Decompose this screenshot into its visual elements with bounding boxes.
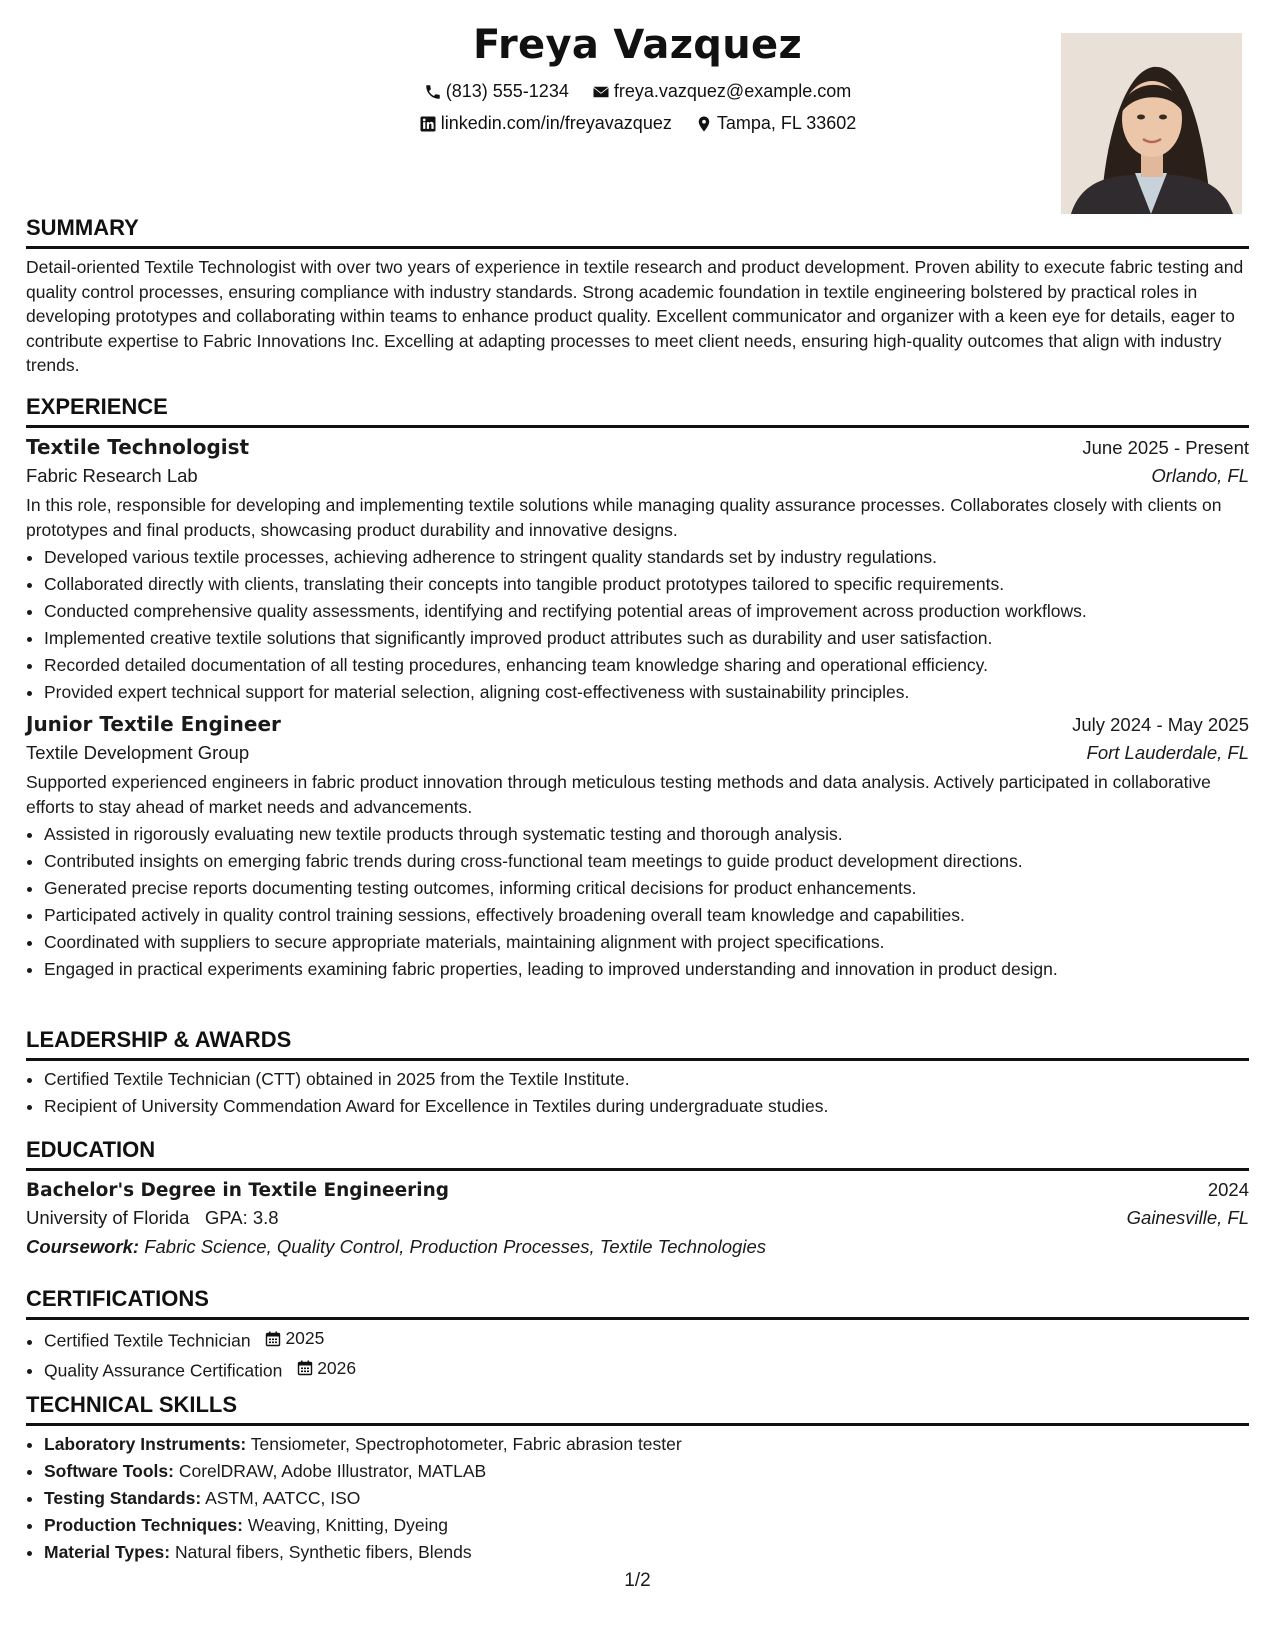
list-item: • Implemented creative textile solutions that significantly improved product attributes such as durability and user satisfaction.	[44, 625, 1249, 652]
profile-photo	[1061, 33, 1242, 214]
job-organization: Textile Development Group	[26, 742, 250, 763]
job-dates: June 2025 - Present	[1082, 437, 1249, 458]
list-item: • Developed various textile processes, achieving adherence to stringent quality standards set by industry regulations.	[44, 544, 1249, 571]
certifications-section	[26, 1285, 1249, 1384]
job-entry	[26, 712, 1249, 983]
skill-value: ASTM, AATCC, ISO	[205, 1488, 361, 1508]
leadership-list	[26, 1066, 1249, 1120]
experience-section	[26, 393, 1249, 983]
job-entry	[26, 435, 1249, 706]
linkedin-text: linkedin.com/in/freyavazquez	[440, 113, 672, 133]
skill-label: Testing Standards:	[44, 1488, 202, 1508]
list-item	[44, 1512, 1249, 1539]
email-text: freya.vazquez@example.com	[613, 81, 852, 101]
leadership-section	[26, 1026, 1249, 1120]
cert-year: 2026	[317, 1357, 357, 1378]
list-item	[44, 1458, 1249, 1485]
gpa: GPA: 3.8	[204, 1207, 279, 1228]
envelope-icon	[592, 83, 610, 101]
list-item: • Recorded detailed documentation of all testing procedures, enhancing team knowledge sharing and operational efficiency.	[44, 652, 1249, 679]
cert-name: Certified Textile Technician	[44, 1330, 251, 1351]
list-item	[44, 1539, 1249, 1566]
experience-heading: EXPERIENCE	[26, 393, 1249, 428]
skills-heading: TECHNICAL SKILLS	[26, 1391, 1249, 1426]
cert-year: 2025	[285, 1328, 325, 1348]
cert-name: Quality Assurance Certification	[44, 1360, 283, 1380]
education-section	[26, 1136, 1249, 1258]
skill-value: CorelDRAW, Adobe Illustrator, MATLAB	[178, 1461, 487, 1481]
job-bullets	[26, 544, 1249, 706]
list-item: • Participated actively in quality control training sessions, effectively broadening overall team knowledge and capabilities.	[44, 902, 1249, 929]
list-item	[44, 1431, 1249, 1458]
school-location: Gainesville, FL	[1126, 1207, 1249, 1228]
leadership-heading: LEADERSHIP & AWARDS	[26, 1026, 1249, 1061]
skill-label: Laboratory Instruments:	[44, 1434, 247, 1454]
job-bullets	[26, 821, 1249, 983]
job-location: Orlando, FL	[1151, 465, 1249, 486]
cert-date	[297, 1355, 356, 1382]
skill-value: Natural fibers, Synthetic fibers, Blends	[174, 1542, 472, 1562]
skill-label: Software Tools:	[44, 1461, 174, 1481]
contact-location	[695, 113, 856, 134]
list-item: • Coordinated with suppliers to secure appropriate materials, maintaining alignment with project specifications.	[44, 929, 1249, 956]
phone-text: (813) 555-1234	[445, 81, 569, 101]
job-location: Fort Lauderdale, FL	[1086, 742, 1249, 763]
calendar-icon	[297, 1360, 313, 1376]
summary-text: Detail-oriented Textile Technologist with over two years of experience in textile research and product development. Proven ability to execute fabric testing and quality control processes, ensuring compliance with industry standards. Strong academic foundation in textile engineering bolstered by practical roles in developing prototypes and collaborating within teams to enhance product quality. Excellent communicator and organizer with a keen eye for details, eager to contribute expertise to Fabric Innovations Inc. Excelling at adapting processes to meet client needs, ensuring high-quality outcomes that align with industry trends.	[26, 257, 1244, 375]
list-item: • Provided expert technical support for material selection, aligning cost-effectiveness with sustainability principles.	[44, 679, 1249, 706]
contact-email[interactable]	[592, 81, 851, 102]
map-pin-icon	[695, 115, 713, 133]
school-name: University of Florida	[26, 1207, 190, 1228]
page-number: 1/2	[624, 1570, 651, 1591]
summary-section	[26, 214, 1249, 378]
job-description: In this role, responsible for developing and implementing textile solutions while managing quality assurance processes. Collaborates closely with clients on prototypes and final products, showcasing product durability and innovative designs.	[26, 495, 1222, 540]
contact-phone	[424, 81, 569, 102]
job-title: Textile Technologist	[26, 435, 250, 459]
linkedin-icon	[419, 115, 437, 133]
phone-icon	[424, 83, 442, 101]
contact-linkedin[interactable]	[419, 113, 672, 134]
school-info	[26, 1207, 279, 1229]
coursework	[26, 1236, 1249, 1258]
coursework-list: Fabric Science, Quality Control, Production Processes, Textile Technologies	[144, 1236, 766, 1257]
list-item: • Recipient of University Commendation Award for Excellence in Textiles during undergraduate studies.	[44, 1093, 1249, 1120]
list-item: • Conducted comprehensive quality assessments, identifying and rectifying potential areas of improvement across production workflows.	[44, 598, 1249, 625]
graduation-year: 2024	[1207, 1179, 1249, 1200]
list-item: • Certified Textile Technician (CTT) obtained in 2025 from the Textile Institute.	[44, 1066, 1249, 1093]
candidate-name: Freya Vazquez	[472, 22, 803, 68]
degree-title: Bachelor's Degree in Textile Engineering	[26, 1180, 450, 1201]
list-item: • Generated precise reports documenting testing outcomes, informing critical decisions for product enhancements.	[44, 875, 1249, 902]
skills-list	[26, 1431, 1249, 1566]
coursework-label: Coursework:	[26, 1236, 140, 1257]
list-item: • Engaged in practical experiments examining fabric properties, leading to improved understanding and innovation in product design.	[44, 956, 1249, 983]
job-organization: Fabric Research Lab	[26, 465, 198, 486]
list-item	[44, 1325, 1249, 1355]
location-text: Tampa, FL 33602	[716, 113, 857, 133]
job-description: Supported experienced engineers in fabric product innovation through meticulous testing methods and data analysis. Actively participated in collaborative efforts to stay ahead of market needs and advancements.	[26, 772, 1211, 817]
resume-page	[26, 0, 1249, 1650]
calendar-icon	[265, 1331, 281, 1347]
skill-label: Production Techniques:	[44, 1515, 243, 1535]
certifications-heading: CERTIFICATIONS	[26, 1285, 1249, 1320]
list-item: • Assisted in rigorously evaluating new textile products through systematic testing and thorough analysis.	[44, 821, 1249, 848]
certifications-list	[26, 1325, 1249, 1384]
cert-date	[265, 1325, 324, 1352]
skills-section	[26, 1391, 1249, 1566]
list-item: • Collaborated directly with clients, translating their concepts into tangible product prototypes tailored to specific requirements.	[44, 571, 1249, 598]
list-item	[44, 1485, 1249, 1512]
skill-label: Material Types:	[44, 1542, 171, 1562]
summary-heading: SUMMARY	[26, 214, 1249, 249]
list-item	[44, 1355, 1249, 1385]
list-item: • Contributed insights on emerging fabric trends during cross-functional team meetings to guide product development directions.	[44, 848, 1249, 875]
education-heading: EDUCATION	[26, 1136, 1249, 1171]
skill-value: Tensiometer, Spectrophotometer, Fabric abrasion tester	[250, 1434, 682, 1454]
job-dates: July 2024 - May 2025	[1072, 714, 1249, 735]
skill-value: Weaving, Knitting, Dyeing	[247, 1515, 448, 1535]
job-title: Junior Textile Engineer	[26, 712, 281, 736]
